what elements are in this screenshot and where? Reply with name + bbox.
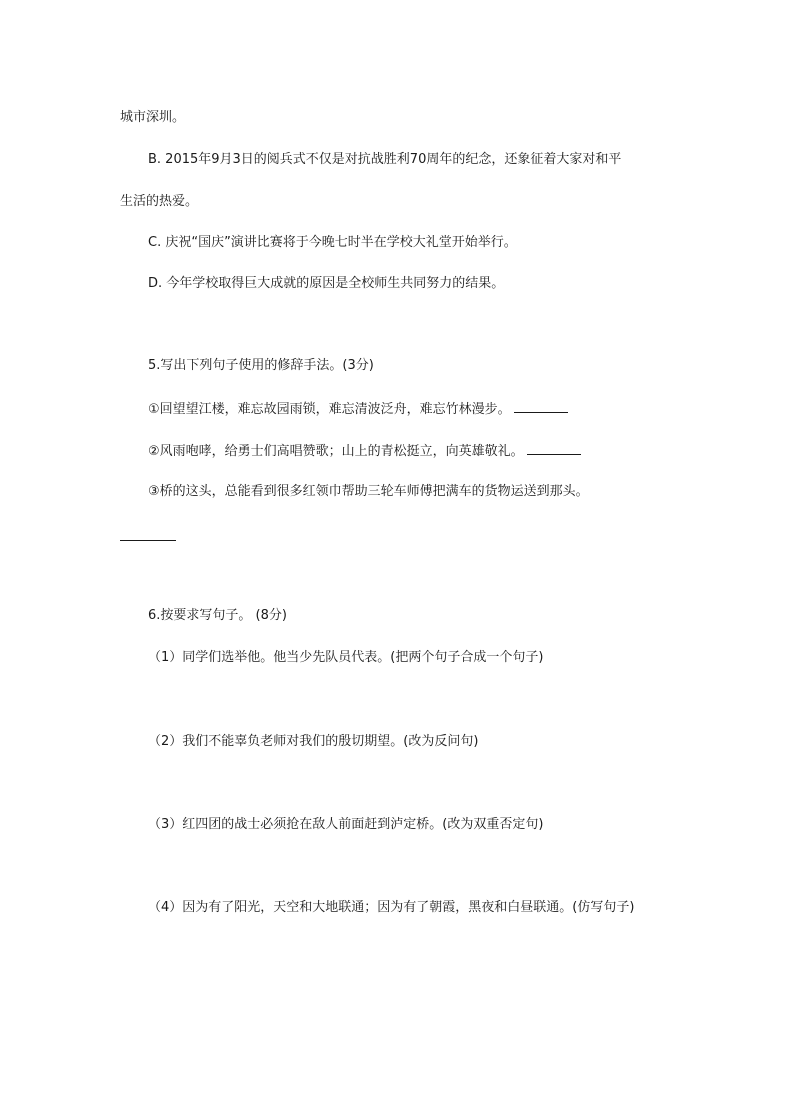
option-b-line-2: 生活的热爱。 [120, 194, 199, 209]
question-6-item-2: （2）我们不能辜负老师对我们的殷切期望。(改为反问句) [148, 734, 479, 749]
option-b-line-1: B. 2015年9月3日的阅兵式不仅是对抗战胜利70周年的纪念，还象征着大家对和平 [148, 152, 622, 167]
question-5-title: 5.写出下列句子使用的修辞手法。(3分) [148, 358, 374, 373]
question-5-item-1 [148, 400, 568, 418]
option-c: C. 庆祝“国庆”演讲比赛将于今晚七时半在学校大礼堂开始举行。 [148, 235, 517, 250]
question-6-title: 6.按要求写句子。 (8分) [148, 608, 287, 623]
question-6-item-3: （3）红四团的战士必须抢在敌人前面赶到泸定桥。(改为双重否定句) [148, 817, 544, 832]
answer-blank[interactable] [527, 442, 581, 455]
continued-text: 城市深圳。 [120, 110, 186, 125]
option-d: D. 今年学校取得巨大成就的原因是全校师生共同努力的结果。 [148, 276, 505, 291]
answer-blank[interactable] [514, 400, 568, 413]
item-text: ②风雨咆哮，给勇士们高唱赞歌；山上的青松挺立，向英雄敬礼。 [148, 444, 524, 459]
item-text: ①回望望江楼，难忘故园雨锁，难忘清波泛舟，难忘竹林漫步。 [148, 402, 511, 417]
question-5-item-3: ③桥的这头，总能看到很多红领巾帮助三轮车师傅把满车的货物运送到那头。 [148, 484, 589, 499]
question-6-item-1: （1）同学们选举他。他当少先队员代表。(把两个句子合成一个句子) [148, 650, 544, 665]
question-5-item-2 [148, 442, 581, 460]
question-6-item-4: （4）因为有了阳光，天空和大地联通；因为有了朝霞，黑夜和白昼联通。(仿写句子) [148, 900, 635, 915]
answer-blank[interactable] [120, 540, 176, 541]
